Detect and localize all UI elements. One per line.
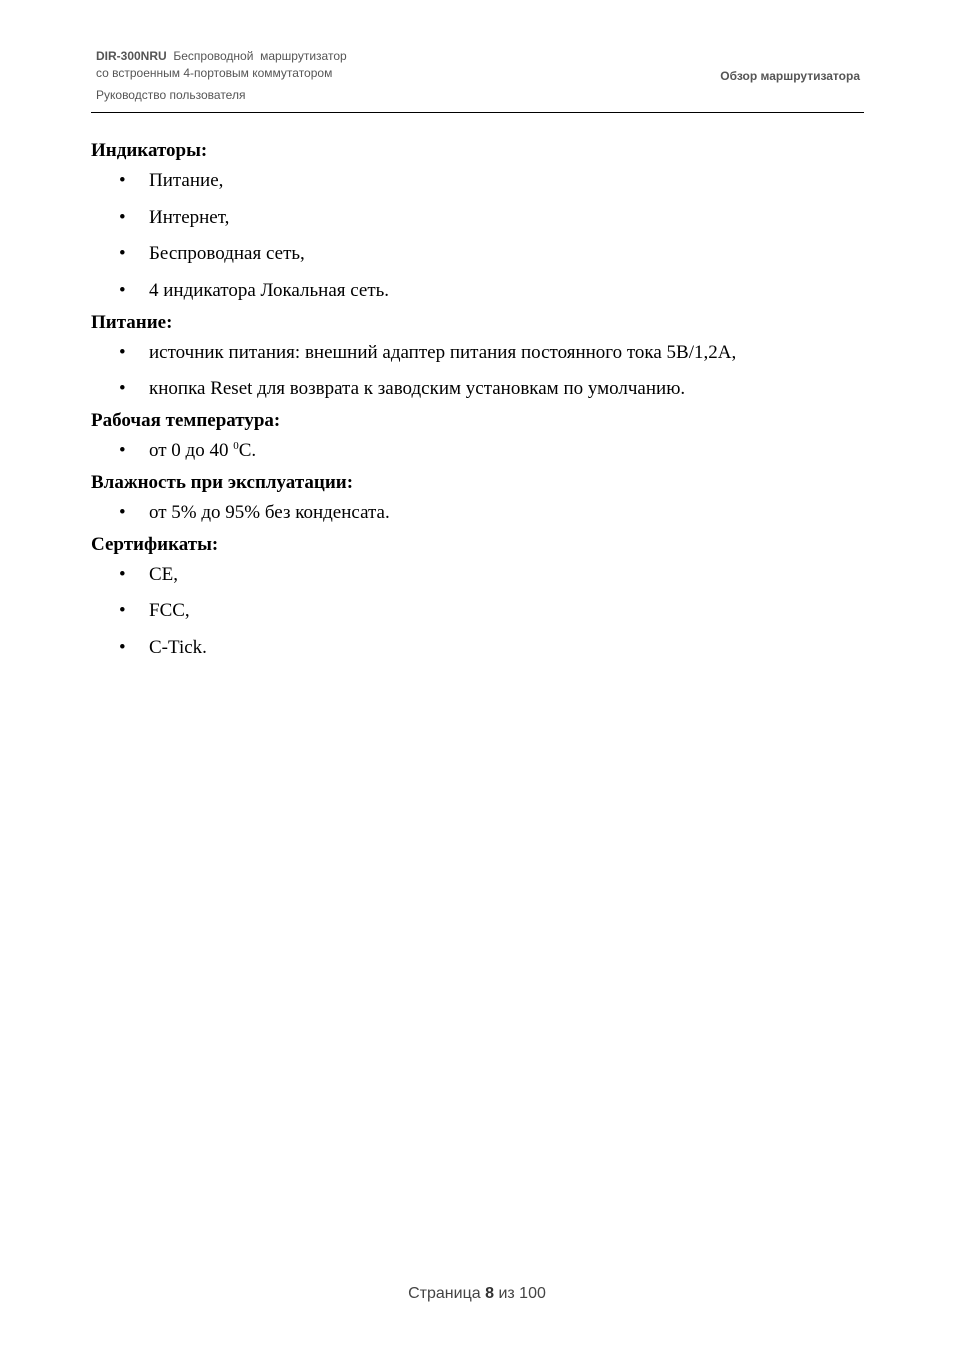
bullet-icon: • [119, 341, 126, 363]
list-item [91, 495, 864, 532]
header-title-line-2: со встроенным 4-портовым коммутатором [96, 66, 333, 80]
header-title-part-1: Беспроводной маршрутизатор [173, 49, 347, 63]
bullet-icon: • [119, 563, 126, 585]
header-divider [91, 112, 864, 113]
page-header [96, 48, 864, 112]
bullet-icon: • [119, 501, 126, 523]
section-heading-power: Питание: [91, 311, 173, 333]
bullet-icon: • [119, 170, 126, 191]
list-item-text: Питание, [149, 170, 224, 191]
list-item-text: 4 индикатора Локальная сеть. [149, 280, 390, 302]
list-item-text: FCC, [149, 600, 190, 622]
header-product-name: DIR-300NRU [96, 49, 167, 63]
list-item [91, 630, 864, 667]
list-item [91, 273, 864, 310]
temperature-unit: С. [238, 440, 257, 462]
section-heading-certificates: Сертификаты: [91, 533, 219, 555]
section-heading-humidity: Влажность при эксплуатации: [91, 471, 354, 493]
power-list [91, 335, 864, 408]
list-item-text: от 5% до 95% без конденсата. [149, 501, 390, 523]
bullet-icon: • [119, 243, 126, 265]
bullet-icon: • [119, 206, 126, 228]
bullet-icon: • [119, 280, 126, 302]
list-item-text: Беспроводная сеть, [149, 243, 305, 265]
bullet-icon: • [119, 378, 126, 400]
temperature-list [91, 433, 864, 470]
bullet-icon: • [119, 440, 126, 462]
header-left-block [96, 48, 347, 104]
page-footer [0, 1285, 954, 1303]
section-heading-temperature: Рабочая температура: [91, 410, 281, 432]
list-item-text: CE, [149, 563, 179, 585]
header-title-line-1 [96, 48, 347, 65]
list-item-text: C-Tick. [149, 636, 207, 658]
bullet-icon: • [119, 600, 126, 622]
bullet-icon: • [119, 636, 126, 658]
footer-separator: из [498, 1285, 515, 1302]
header-section-title: Обзор маршрутизатора [720, 69, 860, 83]
footer-total-pages: 100 [519, 1285, 546, 1302]
list-item [91, 163, 864, 200]
degree-superscript: 0 [233, 440, 239, 453]
certificates-list [91, 557, 864, 667]
list-item [91, 200, 864, 237]
indicators-list [91, 163, 864, 310]
list-item [91, 371, 864, 408]
main-content [91, 138, 864, 667]
list-item [91, 433, 864, 470]
list-item [91, 335, 864, 372]
footer-page-number: 8 [485, 1285, 494, 1302]
header-subtitle: Руководство пользователя [96, 88, 246, 102]
list-item-text: от 0 до 40 [149, 440, 234, 462]
list-item-text: источник питания: внешний адаптер питания постоянного тока 5В/1,2А, [149, 341, 737, 363]
footer-prefix: Страница [408, 1285, 481, 1302]
list-item [91, 593, 864, 630]
list-item-text: кнопка Reset для возврата к заводским установкам по умолчанию. [149, 378, 686, 400]
section-heading-indicators: Индикаторы: [91, 140, 208, 161]
list-item [91, 557, 864, 594]
list-item-text: Интернет, [149, 206, 230, 228]
list-item [91, 236, 864, 273]
humidity-list [91, 495, 864, 532]
